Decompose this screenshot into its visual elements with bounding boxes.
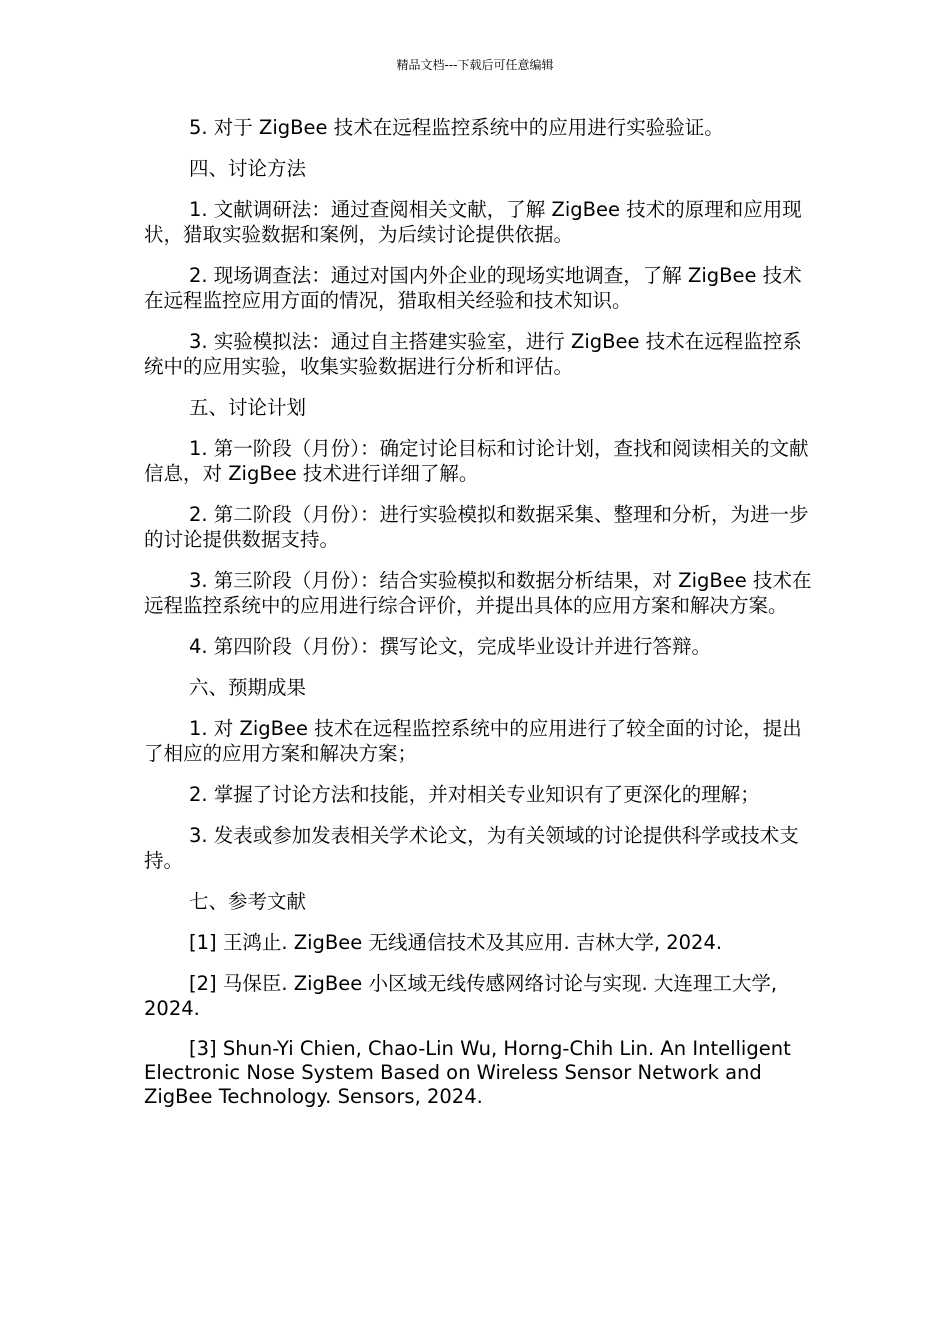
- reference-item: [3] Shun-Yi Chien, Chao-Lin Wu, Horng-Chih Lin. An Intelligent Electronic Nose System Based on Wireless Sensor Network and ZigBee Technology. Sensors, 2024.: [144, 1037, 791, 1108]
- list-item: 3. 第三阶段（月份）：结合实验模拟和数据分析结果，对 ZigBee 技术在远程监控系统中的应用进行综合评价，并提出具体的应用方案和解决方案。: [144, 569, 812, 617]
- list-item: 1. 对 ZigBee 技术在远程监控系统中的应用进行了较全面的讨论，提出了相应的应用方案和解决方案；: [144, 717, 802, 765]
- list-item: 2. 现场调查法：通过对国内外企业的现场实地调查，了解 ZigBee 技术在远程监控应用方面的情况，猎取相关经验和技术知识。: [144, 264, 802, 312]
- reference-item: [2] 马保臣. ZigBee 小区域无线传感网络讨论与实现. 大连理工大学, 2024.: [144, 972, 778, 1020]
- page-header: 精品文档---下载后可任意编辑: [396, 58, 554, 72]
- list-item: 1. 第一阶段（月份）：确定讨论目标和讨论计划，查找和阅读相关的文献信息，对 ZigBee 技术进行详细了解。: [144, 437, 809, 485]
- reference-item: [1] 王鸿止. ZigBee 无线通信技术及其应用. 吉林大学, 2024.: [189, 931, 723, 954]
- section-heading: 六、预期成果: [189, 676, 307, 699]
- list-item: 2. 掌握了讨论方法和技能，并对相关专业知识有了更深化的理解；: [189, 783, 760, 806]
- section-heading: 七、参考文献: [189, 890, 307, 913]
- list-item: 4. 第四阶段（月份）：撰写论文，完成毕业设计并进行答辩。: [189, 635, 712, 658]
- list-item: 2. 第二阶段（月份）：进行实验模拟和数据采集、整理和分析，为进一步的讨论提供数据支持。: [144, 503, 809, 551]
- section-heading: 四、讨论方法: [189, 157, 307, 180]
- document-body: [144, 115, 812, 1125]
- list-item: 3. 发表或参加发表相关学术论文，为有关领域的讨论提供科学或技术支持。: [144, 824, 799, 872]
- list-item: 1. 文献调研法：通过查阅相关文献，了解 ZigBee 技术的原理和应用现状，猎取实验数据和案例，为后续讨论提供依据。: [144, 198, 802, 246]
- list-item: 3. 实验模拟法：通过自主搭建实验室，进行 ZigBee 技术在远程监控系统中的应用实验，收集实验数据进行分析和评估。: [144, 330, 802, 378]
- list-item: 5. 对于 ZigBee 技术在远程监控系统中的应用进行实验验证。: [189, 116, 724, 139]
- section-heading: 五、讨论计划: [189, 396, 307, 419]
